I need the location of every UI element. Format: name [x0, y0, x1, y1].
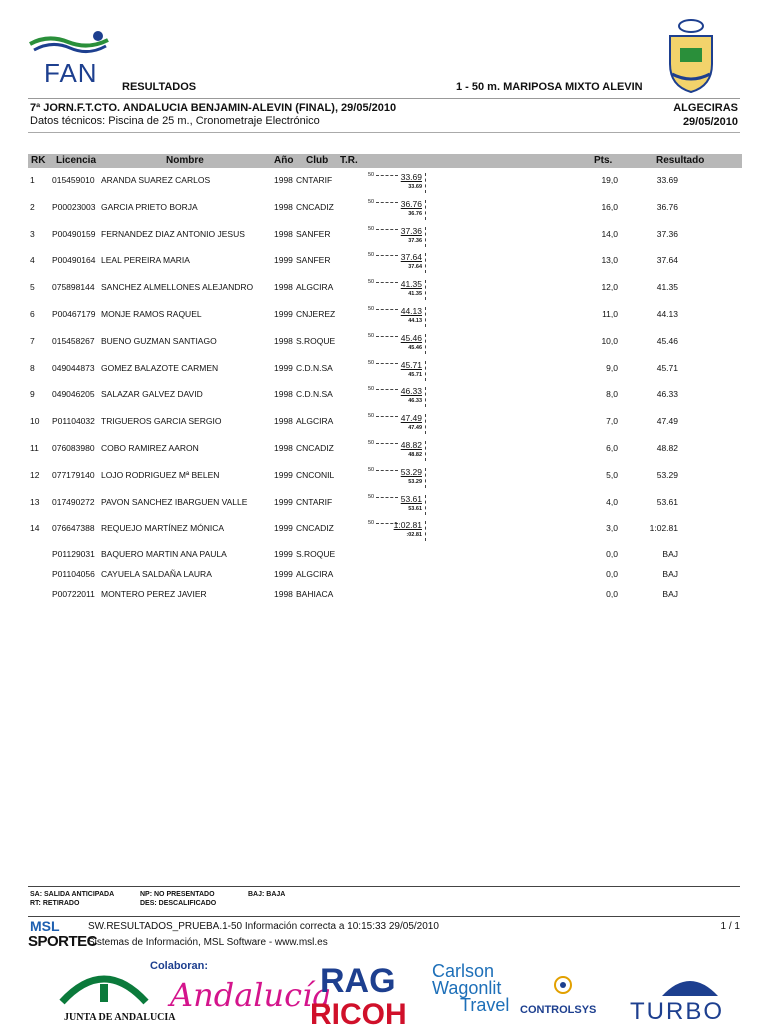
split-dash	[376, 389, 398, 390]
table-row	[0, 549, 768, 569]
anio-cell: 1998	[274, 228, 293, 239]
rk-cell: 2	[30, 201, 35, 212]
table-row	[0, 252, 768, 275]
split-time-value: 41.35	[400, 279, 422, 290]
pts-cell: 12,0	[601, 282, 618, 293]
legend-np: NP: NO PRESENTADO	[140, 891, 215, 898]
table-row	[0, 520, 768, 543]
nombre-cell: MONTERO PEREZ JAVIER	[101, 589, 207, 599]
split-bar	[425, 361, 426, 381]
competition-title: 7ª JORN.F.T.CTO. ANDALUCIA BENJAMIN-ALEVIN (FINAL), 29/05/2010	[30, 102, 397, 114]
junta-andalucia-logo-icon	[56, 962, 152, 1014]
pts-cell: 0,0	[606, 569, 618, 579]
licencia-cell: P00490164	[52, 255, 96, 266]
split-time	[368, 520, 426, 542]
rk-cell: 5	[30, 282, 35, 293]
nombre-cell: BAQUERO MARTIN ANA PAULA	[101, 549, 227, 559]
col-pts: Pts.	[594, 155, 613, 166]
table-row	[0, 493, 768, 517]
pts-cell: 14,0	[601, 228, 618, 239]
split-bar	[425, 414, 426, 434]
sponsor-junta: JUNTA DE ANDALUCIA	[64, 1012, 176, 1023]
rk-cell: 7	[30, 335, 35, 346]
anio-cell: 1998	[274, 389, 293, 400]
split-cumulative-value: 37.64	[408, 264, 422, 271]
club-cell: ALGCIRA	[296, 282, 334, 293]
split-time	[368, 279, 426, 301]
split-dash	[376, 175, 398, 176]
nombre-cell: MONJE RAMOS RAQUEL	[101, 309, 202, 319]
split-distance-label: 50	[368, 520, 375, 527]
anio-cell: 1998	[274, 201, 293, 212]
anio-cell: 1999	[274, 496, 293, 507]
sponsor-rag: RAG	[320, 962, 396, 1000]
nombre-cell: COBO RAMIREZ AARON	[101, 443, 199, 453]
split-time-value: 48.82	[400, 440, 422, 450]
table-row	[0, 225, 768, 249]
table-row	[0, 279, 768, 302]
split-dash	[376, 309, 398, 310]
split-time	[368, 440, 426, 462]
anio-cell: 1998	[274, 443, 293, 453]
rk-cell: 12	[30, 469, 40, 480]
split-bar	[425, 521, 426, 541]
split-time-value: 45.46	[400, 332, 422, 343]
resultado-cell: BAJ	[662, 569, 678, 579]
anio-cell: 1999	[274, 362, 293, 373]
col-licencia: Licencia	[56, 155, 97, 166]
club-cell: BAHIACA	[296, 589, 334, 599]
controlsys-sun-icon	[546, 968, 580, 1002]
col-nombre: Nombre	[166, 155, 204, 166]
split-time-value: 45.71	[400, 359, 422, 370]
legend-sa: SA: SALIDA ANTICIPADA	[30, 891, 115, 898]
club-cell: S.ROQUE	[296, 549, 336, 559]
sponsor-ricoh: RICOH	[310, 998, 407, 1031]
resultado-cell: 33.69	[656, 175, 678, 185]
pts-cell: 10,0	[601, 335, 618, 346]
split-time-value: 53.61	[400, 493, 422, 504]
split-bar	[425, 387, 426, 407]
split-time-value: 46.33	[400, 386, 422, 397]
pts-cell: 19,0	[601, 175, 618, 185]
split-time-value: 44.13	[400, 306, 422, 316]
licencia-cell: 077179140	[52, 469, 95, 480]
legend-baj: BAJ: BAJA	[248, 891, 286, 898]
column-header-bar	[28, 154, 742, 168]
resultado-cell: BAJ	[662, 589, 678, 599]
anio-cell: 1998	[274, 335, 293, 346]
split-cumulative-value: 53.61	[408, 505, 422, 512]
sportec-logo: SPORTEC	[28, 933, 98, 950]
header-divider-2	[28, 132, 740, 133]
split-distance-label: 50	[368, 279, 375, 286]
table-row	[0, 466, 768, 490]
resultado-cell: 44.13	[656, 309, 678, 319]
split-time	[368, 467, 426, 489]
split-cumulative-value: 37.36	[408, 237, 422, 244]
club-cell: CNCONIL	[296, 469, 335, 480]
split-cumulative-value: 33.69	[408, 184, 422, 190]
licencia-cell: P00023003	[52, 201, 96, 212]
licencia-cell: 017490272	[52, 496, 95, 507]
split-distance-label: 50	[368, 172, 375, 178]
anio-cell: 1998	[274, 282, 293, 293]
club-cell: C.D.N.SA	[296, 362, 333, 373]
table-row	[0, 359, 768, 383]
split-cumulative-value: 48.82	[408, 452, 422, 458]
venue: ALGECIRAS	[673, 102, 738, 114]
nombre-cell: REQUEJO MARTÍNEZ MÓNICA	[101, 523, 225, 534]
split-time	[368, 306, 426, 328]
split-cumulative-value: 41.35	[408, 291, 422, 298]
split-bar	[425, 280, 426, 300]
col-resultado: Resultado	[656, 155, 705, 166]
club-cell: C.D.N.SA	[296, 389, 333, 400]
footer-divider	[28, 886, 740, 887]
sponsor-carlson-line2: Wagonlit	[432, 978, 502, 998]
licencia-cell: 015459010	[52, 175, 95, 185]
split-time-value: 36.76	[400, 198, 422, 209]
nombre-cell: ARANDA SUAREZ CARLOS	[101, 175, 211, 185]
club-cell: ALGCIRA	[296, 569, 334, 579]
split-time-value: 37.36	[400, 225, 422, 236]
club-cell: CNTARIF	[296, 175, 333, 185]
licencia-cell: 049044873	[52, 362, 95, 373]
anio-cell: 1999	[274, 469, 293, 480]
resultado-cell: BAJ	[662, 549, 678, 559]
rk-cell: 1	[30, 175, 35, 185]
col-club: Club	[306, 155, 329, 166]
legend-rt: RT: RETIRADO	[30, 900, 80, 907]
split-cumulative-value: 45.46	[408, 344, 422, 351]
licencia-cell: P01104056	[52, 569, 95, 579]
nombre-cell: LEAL PEREIRA MARIA	[101, 255, 190, 266]
licencia-cell: P01104032	[52, 416, 95, 427]
split-bar	[425, 334, 426, 354]
col-anio: Año	[274, 155, 294, 166]
table-row	[0, 569, 768, 589]
licencia-cell: 076647388	[52, 523, 95, 534]
report-info: SW.RESULTADOS_PRUEBA.1-50 Información correcta a 10:15:33 29/05/2010	[88, 921, 439, 932]
split-distance-label: 50	[368, 466, 375, 473]
resultado-cell: 37.36	[656, 228, 678, 239]
page-number: 1 / 1	[720, 921, 740, 932]
sponsor-carlson	[432, 963, 509, 1014]
split-time-value: 1:02.81	[393, 520, 422, 531]
split-dash	[376, 336, 398, 337]
table-row	[0, 172, 768, 195]
split-time-value: 47.49	[400, 413, 422, 424]
sponsor-andalucia: Andalucía	[170, 976, 332, 1014]
split-cumulative-value: 53.29	[408, 478, 422, 485]
table-row	[0, 440, 768, 463]
split-time	[368, 386, 426, 408]
table-row	[0, 413, 768, 436]
legend-des: DES: DESCALIFICADO	[140, 900, 217, 907]
split-cumulative-value: 44.13	[408, 318, 422, 324]
resultado-cell: 37.64	[656, 255, 678, 266]
sponsor-controlsys: CONTROLSYS	[520, 1004, 597, 1016]
split-time	[368, 360, 426, 382]
results-heading: RESULTADOS	[122, 81, 197, 93]
rk-cell: 8	[30, 362, 35, 373]
split-bar	[425, 253, 426, 273]
split-bar	[425, 307, 426, 327]
split-bar	[425, 200, 426, 220]
resultado-cell: 36.76	[656, 201, 678, 212]
sponsor-carlson-line3: Travel	[460, 995, 510, 1015]
pts-cell: 7,0	[606, 416, 618, 427]
pts-cell: 16,0	[601, 201, 618, 212]
event-date: 29/05/2010	[682, 116, 738, 128]
split-time	[368, 494, 426, 516]
split-dash	[376, 255, 398, 256]
anio-cell: 1998	[274, 416, 293, 427]
nombre-cell: SANCHEZ ALMELLONES ALEJANDRO	[101, 282, 254, 293]
rk-cell: 6	[30, 309, 35, 319]
resultado-cell: 1:02.81	[649, 523, 678, 534]
algeciras-crest-icon	[662, 18, 720, 94]
split-time	[368, 199, 426, 221]
split-time	[368, 226, 426, 248]
rk-cell: 11	[30, 443, 39, 453]
rk-cell: 13	[30, 496, 40, 507]
club-cell: CNCADIZ	[296, 443, 334, 453]
sponsor-carlson-line1: Carlson	[432, 961, 495, 981]
split-cumulative-value: 47.49	[408, 425, 422, 432]
licencia-cell: P00467179	[52, 309, 96, 319]
anio-cell: 1999	[274, 309, 293, 319]
club-cell: CNCADIZ	[296, 201, 334, 212]
licencia-cell: P00722011	[52, 589, 95, 599]
pts-cell: 6,0	[606, 443, 618, 453]
table-row	[0, 306, 768, 329]
sponsor-turbo: TURBO	[630, 998, 724, 1025]
split-time-value: 33.69	[400, 172, 422, 182]
anio-cell: 1999	[274, 523, 293, 534]
pts-cell: 11,0	[602, 309, 618, 319]
split-distance-label: 50	[368, 198, 375, 205]
rk-cell: 10	[30, 416, 40, 427]
club-cell: S.ROQUE	[296, 335, 336, 346]
pts-cell: 13,0	[601, 255, 618, 266]
split-distance-label: 50	[368, 332, 375, 339]
split-time	[368, 413, 426, 435]
resultado-cell: 53.61	[656, 496, 678, 507]
pts-cell: 0,0	[606, 549, 618, 559]
split-time	[368, 333, 426, 355]
resultado-cell: 46.33	[656, 389, 678, 400]
pts-cell: 8,0	[606, 389, 618, 400]
resultado-cell: 41.35	[656, 282, 678, 293]
split-dash	[376, 416, 398, 417]
licencia-cell: P00490159	[52, 228, 96, 239]
split-distance-label: 50	[368, 225, 375, 232]
nombre-cell: CAYUELA SALDAÑA LAURA	[101, 569, 212, 579]
msl-logo: MSL	[30, 918, 60, 934]
pts-cell: 5,0	[606, 469, 618, 480]
split-dash	[376, 470, 398, 471]
anio-cell: 1999	[274, 569, 293, 579]
pts-cell: 4,0	[606, 496, 618, 507]
nombre-cell: FERNANDEZ DIAZ ANTONIO JESUS	[101, 228, 245, 239]
split-cumulative-value: 36.76	[408, 210, 422, 217]
pts-cell: 0,0	[606, 589, 618, 599]
club-cell: ALGCIRA	[296, 416, 334, 427]
header-divider	[28, 98, 740, 99]
anio-cell: 1998	[274, 175, 293, 185]
table-row	[0, 589, 768, 609]
club-cell: SANFER	[296, 228, 331, 239]
rk-cell: 14	[30, 523, 40, 534]
resultado-cell: 48.82	[656, 443, 678, 453]
split-bar	[425, 441, 426, 461]
split-cumulative-value: 45.71	[408, 371, 422, 378]
licencia-cell: 075898144	[52, 282, 95, 293]
split-dash	[376, 229, 398, 230]
licencia-cell: 049046205	[52, 389, 95, 400]
col-rk: RK	[31, 155, 46, 166]
licencia-cell: 015458267	[52, 335, 95, 346]
pts-cell: 3,0	[606, 523, 618, 534]
nombre-cell: GARCIA PRIETO BORJA	[101, 201, 198, 212]
col-tr: T.R.	[340, 155, 358, 166]
split-distance-label: 50	[368, 493, 375, 500]
nombre-cell: LOJO RODRIGUEZ Mª BELEN	[101, 469, 220, 480]
split-dash	[376, 202, 398, 203]
nombre-cell: PAVON SANCHEZ IBARGUEN VALLE	[101, 496, 248, 507]
split-dash	[376, 363, 398, 364]
technical-data: Datos técnicos: Piscina de 25 m., Cronometraje Electrónico	[30, 115, 320, 127]
event-title: 1 - 50 m. MARIPOSA MIXTO ALEVIN	[456, 81, 643, 93]
rk-cell: 3	[30, 228, 35, 239]
split-distance-label: 50	[368, 306, 375, 312]
footer-divider-2	[28, 916, 740, 917]
split-distance-label: 50	[368, 413, 375, 420]
split-time	[368, 252, 426, 274]
resultado-cell: 47.49	[656, 416, 678, 427]
table-row	[0, 198, 768, 222]
licencia-cell: 076083980	[52, 443, 95, 453]
anio-cell: 1999	[274, 255, 293, 266]
club-cell: CNCADIZ	[296, 523, 334, 534]
pts-cell: 9,0	[606, 362, 618, 373]
split-bar	[425, 468, 426, 488]
split-bar	[425, 495, 426, 515]
club-cell: CNTARIF	[296, 496, 333, 507]
resultado-cell: 53.29	[656, 469, 678, 480]
split-dash	[376, 443, 398, 444]
split-time-value: 53.29	[400, 466, 422, 477]
split-dash	[376, 497, 398, 498]
split-time-value: 37.64	[400, 252, 422, 263]
turbo-wave-icon	[660, 972, 720, 998]
software-credit: Sistemas de Información, MSL Software - www.msl.es	[88, 937, 328, 948]
rk-cell: 4	[30, 255, 35, 266]
split-bar	[425, 173, 426, 193]
split-cumulative-value: :02.81	[406, 532, 422, 539]
collaborators-label: Colaboran:	[150, 960, 209, 972]
anio-cell: 1999	[274, 549, 293, 559]
licencia-cell: P01129031	[52, 549, 95, 559]
split-dash	[376, 282, 398, 283]
split-bar	[425, 227, 426, 247]
split-distance-label: 50	[368, 386, 375, 393]
split-cumulative-value: 46.33	[408, 398, 422, 405]
nombre-cell: TRIGUEROS GARCIA SERGIO	[101, 416, 222, 427]
club-cell: SANFER	[296, 255, 331, 266]
nombre-cell: SALAZAR GALVEZ DAVID	[101, 389, 203, 400]
anio-cell: 1998	[274, 589, 293, 599]
split-distance-label: 50	[368, 440, 375, 446]
split-time	[368, 172, 426, 194]
resultado-cell: 45.71	[656, 362, 678, 373]
table-row	[0, 332, 768, 356]
nombre-cell: GOMEZ BALAZOTE CARMEN	[101, 362, 219, 373]
fan-logo-text: FAN	[44, 58, 98, 88]
split-distance-label: 50	[368, 359, 375, 366]
nombre-cell: BUENO GUZMAN SANTIAGO	[101, 335, 217, 346]
resultado-cell: 45.46	[656, 335, 678, 346]
table-row	[0, 386, 768, 409]
rk-cell: 9	[30, 389, 35, 400]
club-cell: CNJEREZ	[296, 309, 336, 319]
split-distance-label: 50	[368, 252, 375, 259]
